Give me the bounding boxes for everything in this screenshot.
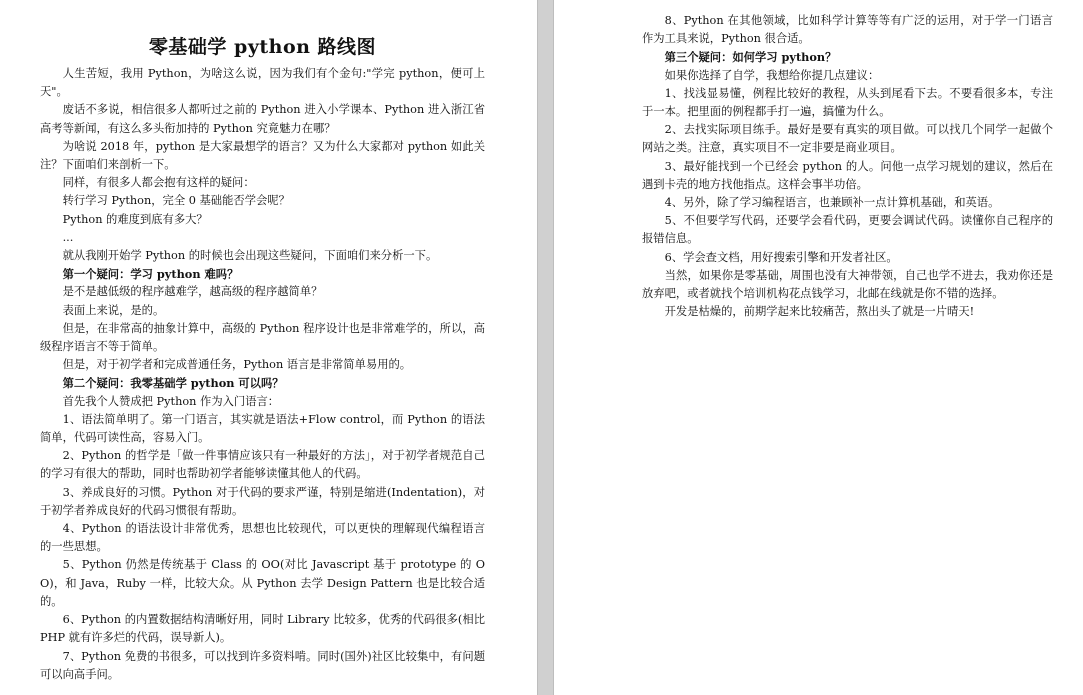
paragraph: 1、找浅显易懂，例程比较好的教程，从头到尾看下去。不要看很多本，专注于一本。把里面的例程都手打一遍，搞懂为什么。 (642, 86, 1053, 119)
paragraph: 3、养成良好的习惯。Python 对于代码的要求严谨，特别是缩进(Indentation)，对于初学者养成良好的代码习惯很有帮助。 (40, 485, 485, 517)
paragraph: 首先我个人赞成把 Python 作为入门语言： (62, 394, 280, 408)
paragraph: 开发是枯燥的，前期学起来比较痛苦，熬出头了就是一片晴天! (664, 305, 975, 319)
section-heading: 第一个疑问：学习 python 难吗？ (62, 267, 239, 282)
paragraph: 同样，有很多人都会抱有这样的疑问： (62, 176, 255, 190)
paragraph: 1、语法简单明了。第一门语言，其实就是语法+Flow control，而 Python 的语法简单，代码可读性高，容易入门。 (40, 412, 485, 445)
left-page-body (40, 65, 485, 684)
paragraph: 是不是越低级的程序越难学，越高级的程序越简单？ (62, 285, 323, 299)
section-heading: 第三个疑问：如何学习 python？ (664, 50, 837, 65)
page-right (554, 0, 1083, 695)
paragraph: 人生苦短，我用 Python，为啥这么说，因为我们有个金句:"学完 python，便可上天"。 (40, 67, 485, 99)
paragraph: 2、去找实际项目练手。最好是要有真实的项目做。可以找几个同学一起做个网站之类。注意，真实项目不一定非要是商业项目。 (642, 123, 1053, 155)
paragraph: 8、Python 在其他领域，比如科学计算等等有广泛的运用，对于学一门语言作为工具来说，Python 很合适。 (642, 14, 1053, 46)
paragraph: 4、Python 的语法设计非常优秀，思想也比较现代，可以更快的理解现代编程语言的一些思想。 (40, 522, 485, 554)
page-gutter (537, 0, 554, 695)
paragraph: 废话不多说，相信很多人都听过之前的 Python 进入小学课本、Python 进入浙江省高考等新闻，有这么多头衔加持的 Python 究竟魅力在哪？ (40, 103, 485, 135)
right-page-body (642, 12, 1053, 321)
paragraph: 但是，在非常高的抽象计算中，高级的 Python 程序设计也是非常难学的，所以，高级程序语言不等于简单。 (40, 321, 485, 354)
paragraph: 但是，对于初学者和完成普通任务，Python 语言是非常简单易用的。 (62, 358, 412, 372)
paragraph: 转行学习 Python，完全 0 基础能否学会呢？ (62, 194, 290, 208)
paragraph: 就从我刚开始学 Python 的时候也会出现这些疑问，下面咱们来分析一下。 (62, 249, 438, 263)
paragraph: Python 的难度到底有多大？ (62, 212, 208, 226)
document-title: 零基础学 python 路线图 (148, 36, 377, 58)
paragraph: 5、不但要学写代码，还要学会看代码，更要会调试代码。读懂你自己程序的报错信息。 (642, 214, 1053, 246)
paragraph: 当然，如果你是零基础，周围也没有大神带领，自己也学不进去，我劝你还是放弃吧，或者就找个培训机构花点钱学习，北邮在线就是你不错的选择。 (642, 268, 1053, 301)
paragraph: 7、Python 免费的书很多，可以找到许多资料啃。同时(国外)社区比较集中，有问题可以向高手问。 (40, 649, 485, 681)
paragraph: 6、学会查文档，用好搜索引擎和开发者社区。 (664, 250, 898, 264)
paragraph: 2、Python 的哲学是「做一件事情应该只有一种最好的方法」，对于初学者规范自己的学习有很大的帮助，同时也帮助初学者能够读懂其他人的代码。 (40, 449, 485, 481)
paragraph: 3、最好能找到一个已经会 python 的人。问他一点学习规划的建议，然后在遇到卡壳的地方找他指点。这样会事半功倍。 (642, 159, 1053, 191)
paragraph: 如果你选择了自学，我想给你提几点建议： (664, 68, 880, 82)
paragraph: 4、另外，除了学习编程语言，也兼顾补一点计算机基础，和英语。 (664, 196, 1000, 210)
paragraph: 表面上来说，是的。 (62, 303, 165, 317)
paragraph: 6、Python 的内置数据结构清晰好用，同时 Library 比较多，优秀的代码很多(相比 PHP 就有许多烂的代码，误导新人)。 (40, 613, 485, 645)
section-heading: 第二个疑问：我零基础学 python 可以吗？ (62, 376, 284, 391)
paragraph: 为啥说 2018 年，python 是大家最想学的语言？又为什么大家都对 python 如此关注？下面咱们来剖析一下。 (40, 139, 485, 172)
page-left (0, 0, 537, 695)
paragraph: 5、Python 仍然是传统基于 Class 的 OO(对比 Javascript 基于 prototype 的 OO)，和 Java，Ruby 一样，比较大众。从 Python 去学 Design Pattern 也是比较合适的。 (40, 558, 485, 608)
paragraph: ... (62, 230, 74, 244)
